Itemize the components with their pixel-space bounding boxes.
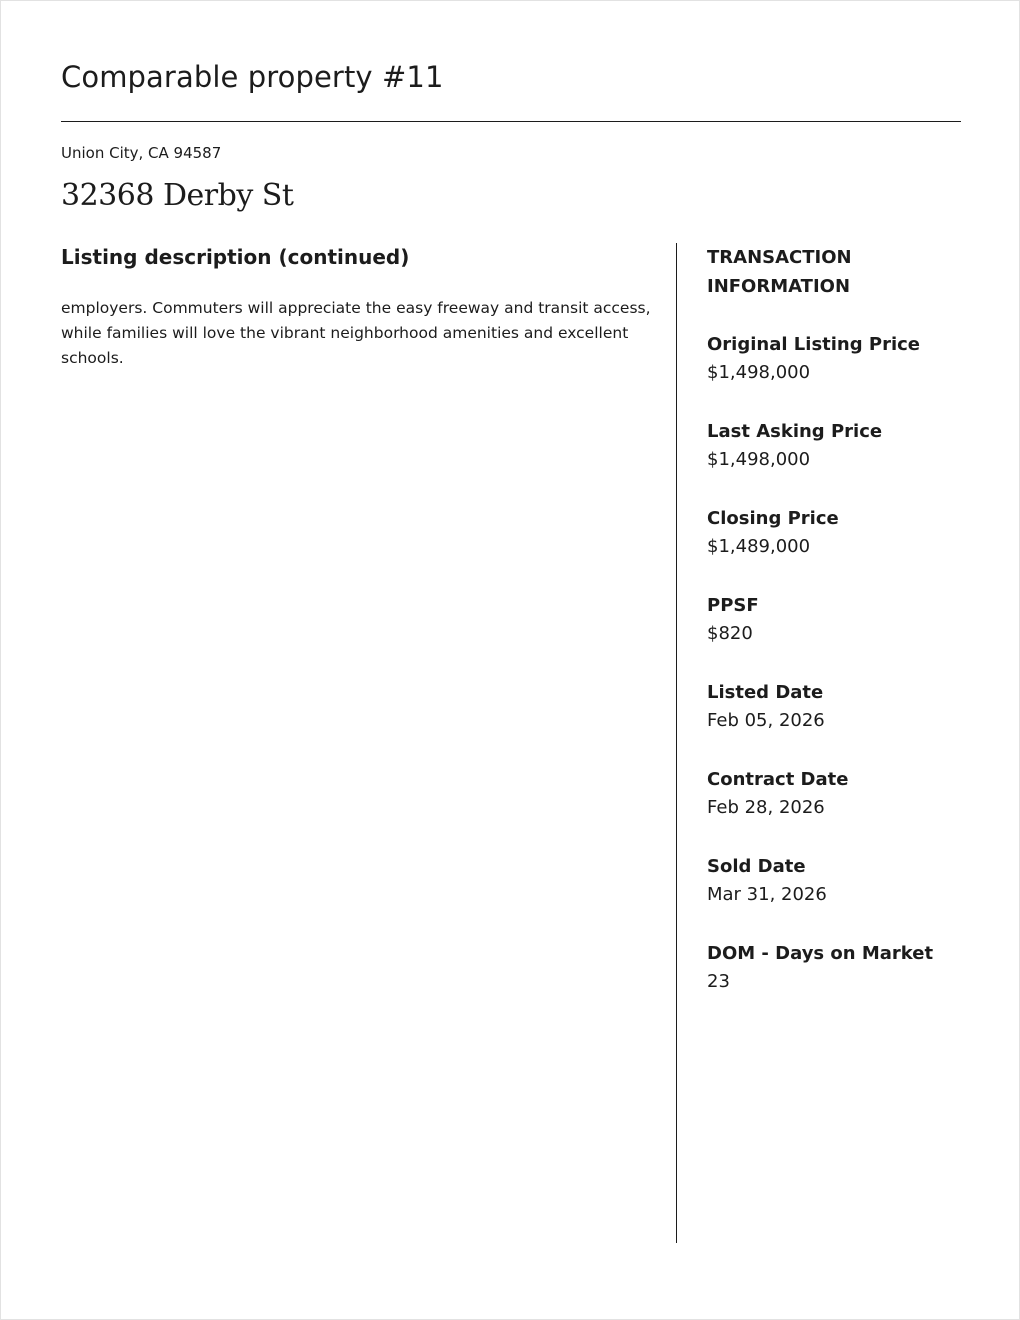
days-on-market-field — [707, 940, 997, 996]
field-label: Listed Date — [707, 682, 824, 703]
field-value: $1,489,000 — [707, 536, 811, 557]
transaction-information-heading: TRANSACTION INFORMATION — [707, 247, 852, 297]
field-label: Last Asking Price — [707, 421, 883, 442]
field-value: $1,498,000 — [707, 449, 811, 470]
page-title: Comparable property #11 — [61, 60, 444, 94]
field-label: PPSF — [707, 595, 759, 616]
sold-date-field — [707, 853, 997, 909]
field-value: 23 — [707, 971, 730, 992]
field-label: Contract Date — [707, 769, 849, 790]
field-label: Original Listing Price — [707, 334, 921, 355]
ppsf-field — [707, 592, 997, 648]
column-divider — [676, 243, 677, 1243]
field-label: DOM - Days on Market — [707, 943, 934, 964]
transaction-information-panel — [707, 243, 997, 996]
listed-date-field — [707, 679, 997, 735]
field-value: Feb 05, 2026 — [707, 710, 825, 731]
field-label: Sold Date — [707, 856, 806, 877]
listing-description-heading: Listing description (continued) — [61, 245, 410, 269]
listing-description-text: employers. Commuters will appreciate the easy freeway and transit access, while families will love the vibrant neighborhood amenities and excellent schools. — [61, 299, 651, 367]
title-divider — [61, 121, 961, 122]
field-label: Closing Price — [707, 508, 839, 529]
field-value: Feb 28, 2026 — [707, 797, 825, 818]
field-value: Mar 31, 2026 — [707, 884, 827, 905]
street-address: 32368 Derby St — [61, 178, 294, 213]
city-state-zip: Union City, CA 94587 — [61, 144, 222, 162]
field-value: $1,498,000 — [707, 362, 811, 383]
contract-date-field — [707, 766, 997, 822]
original-listing-price-field — [707, 331, 997, 387]
closing-price-field — [707, 505, 997, 561]
last-asking-price-field — [707, 418, 997, 474]
field-value: $820 — [707, 623, 753, 644]
